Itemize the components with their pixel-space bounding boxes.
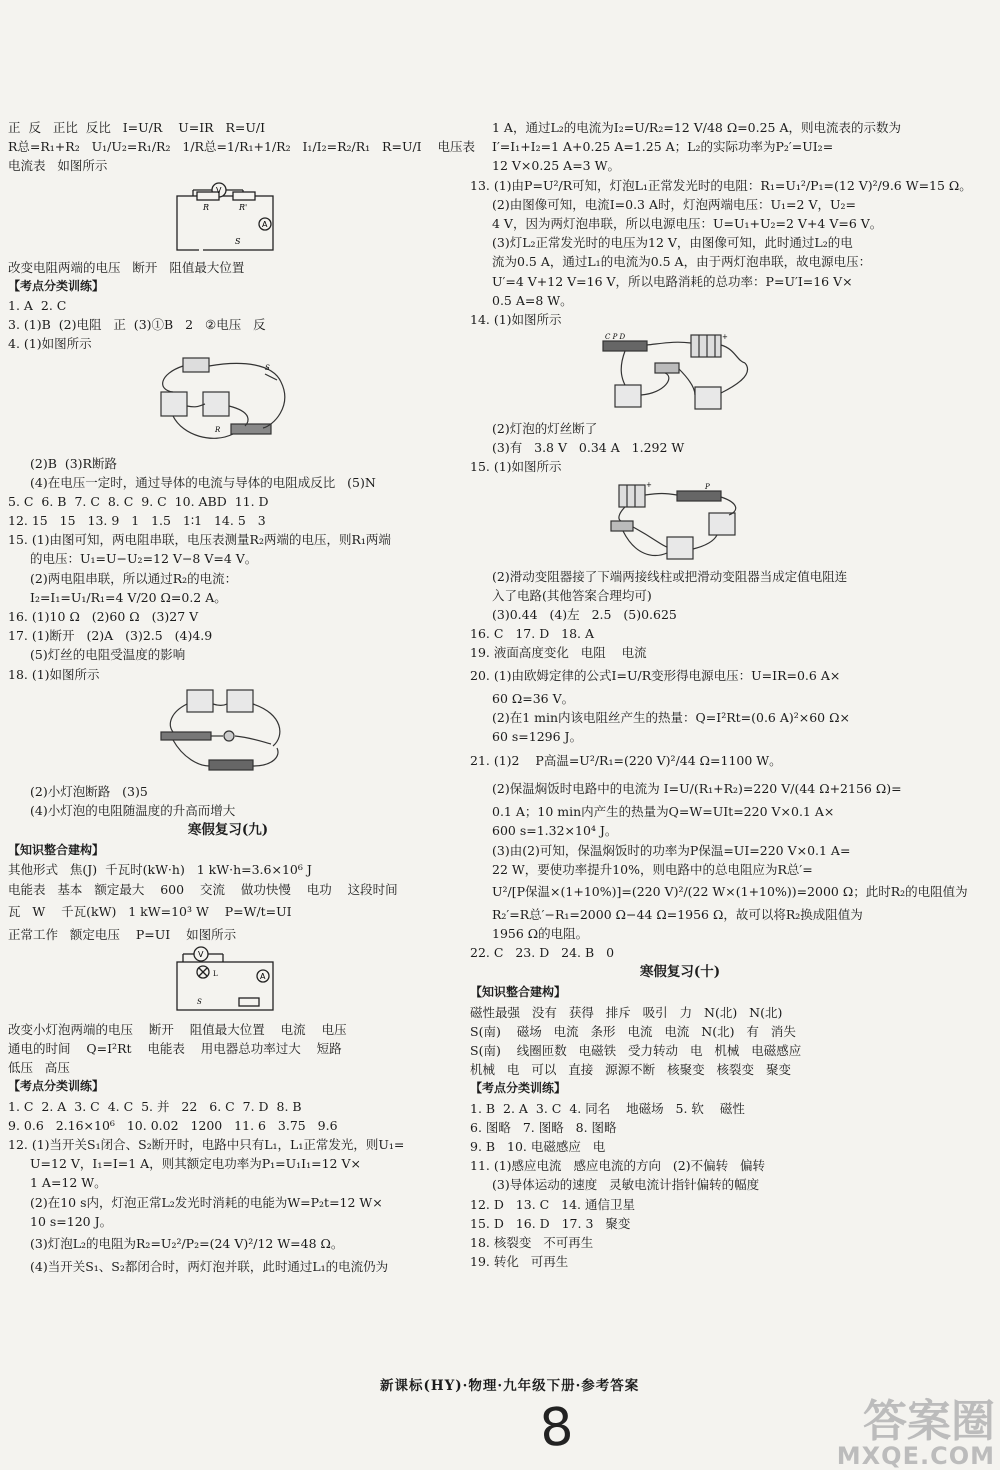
answer-line: 0.5 A=8 W。	[492, 292, 573, 308]
section-heading: 【考点分类训练】	[470, 1081, 567, 1096]
answer-line: 瓦 W 千瓦(kW) 1 kW=10³ W P=W/t=UI	[8, 903, 292, 919]
answer-line: (2)小灯泡断路 (3)5	[30, 783, 148, 799]
answer-line: 15. (1)如图所示	[470, 459, 562, 475]
answer-line: 12. (1)当开关S₁闭合、S₂断开时，电路中只有L₁，L₁正常发光，则U₁=	[8, 1137, 405, 1152]
section-title-review-10: 寒假复习(十)	[639, 964, 721, 981]
answer-line: 电能表 基本 额定最大 600 交流 做功快慢 电功 这段时间	[8, 881, 398, 897]
answer-line: U²/[P保温×(1+10%)]=(220 V)²/(22 W×(1+10%))=2000 Ω；此时R₂的电阻值为	[492, 883, 968, 899]
svg-text:+: +	[646, 480, 652, 489]
answer-line: 12 V×0.25 A=3 W。	[492, 158, 620, 174]
svg-text:V: V	[198, 949, 204, 959]
answer-line: 11. (1)感应电流 感应电流的方向 (2)不偏转 偏转	[470, 1158, 766, 1174]
answer-line: 15. (1)由图可知，两电阻串联，电压表测量R₂两端的电压，则R₁两端	[8, 532, 391, 548]
answer-line: (2)由图像可知，电流I=0.3 A时，灯泡两端电压：U₁=2 V，U₂=	[492, 196, 856, 212]
left-column	[8, 118, 476, 1276]
answer-line: 电流表 如图所示	[8, 158, 108, 174]
answer-line: 机械 电 可以 直接 源源不断 核聚变 核裂变 聚变	[470, 1062, 791, 1078]
answer-line: 9. B 10. 电磁感应 电	[470, 1138, 606, 1154]
handwritten-page-number: 8	[537, 1396, 576, 1460]
answer-line: 改变电阻两端的电压 断开 阻值最大位置	[8, 259, 245, 275]
answer-line: 60 Ω=36 V。	[492, 690, 575, 706]
answer-line: 12. 15 15 13. 9 1 1.5 1∶1 14. 5 3	[8, 513, 266, 529]
watermark-top: 答案圈	[863, 1396, 995, 1447]
answer-line: (5)灯丝的电阻受温度的影响	[30, 647, 186, 663]
right-column	[470, 118, 972, 1271]
svg-text:R': R'	[239, 202, 248, 212]
answer-line: 20. (1)由欧姆定律的公式I=U/R变形得电源电压：U=IR=0.6 A×	[470, 667, 841, 683]
answer-line: 600 s=1.32×10⁴ J。	[492, 823, 618, 839]
answer-line: 18. (1)如图所示	[8, 666, 100, 682]
svg-text:S: S	[235, 236, 241, 246]
answer-line: 正常工作 额定电压 P=UI 如图所示	[8, 926, 237, 942]
answer-line: (3)导体运动的速度 灵敏电流计指针偏转的幅度	[492, 1177, 760, 1193]
answer-line: 22. C 23. D 24. B 0	[470, 945, 615, 961]
answer-line: 流为0.5 A，通过L₁的电流为0.5 A，由于两灯泡串联，故电源电压：	[492, 254, 872, 270]
svg-text:+: +	[722, 333, 728, 342]
answer-line: (4)小灯泡的电阻随温度的升高而增大	[30, 802, 236, 818]
answer-line: (3)灯L₂正常发光时的电压为12 V，由图像可知，此时通过L₂的电	[492, 235, 853, 251]
watermark-bottom: MXQE.COM	[836, 1442, 995, 1470]
answer-line: I₂=I₁=U₁/R₁=4 V/20 Ω=0.2 A。	[30, 589, 227, 605]
answer-line: (4)当开关S₁、S₂都闭合时，两灯泡并联，此时通过L₁的电流仍为	[30, 1258, 389, 1274]
answer-line: 改变小灯泡两端的电压 断开 阻值最大位置 电流 电压	[8, 1021, 347, 1037]
answer-line: (2)B (3)R断路	[30, 455, 117, 471]
answer-line: (2)在1 min内该电阻丝产生的热量：Q=I²Rt=(0.6 A)²×60 Ω×	[492, 709, 850, 725]
answer-line: (3)由(2)可知，保温焖饭时的功率为P保温=UI=220 V×0.1 A=	[492, 842, 851, 858]
answer-line: (3)0.44 (4)左 2.5 (5)0.625	[492, 607, 677, 622]
answer-line: S(南) 线圈匝数 电磁铁 受力转动 电 机械 电磁感应	[470, 1043, 802, 1058]
svg-text:S: S	[197, 997, 202, 1006]
svg-text:A: A	[260, 971, 266, 981]
answer-line: 10 s=120 J。	[30, 1213, 113, 1229]
answer-line: S(南) 磁场 电流 条形 电流 电流 N(北) 有 消失	[470, 1023, 796, 1039]
section-title-review-9: 寒假复习(九)	[187, 822, 269, 839]
answer-line: 低压 高压	[8, 1060, 70, 1076]
svg-text:L: L	[213, 969, 218, 978]
answer-line: 13. (1)由P=U²/R可知，灯泡L₁正常发光时的电阻：R₁=U₁²/P₁=(12 V)²/9.6 W=15 Ω。	[470, 177, 972, 193]
answer-line: 6. 图略 7. 图略 8. 图略	[470, 1119, 617, 1135]
svg-text:R: R	[203, 202, 210, 212]
answer-line: 60 s=1296 J。	[492, 728, 583, 744]
answer-line: I′=I₁+I₂=1 A+0.25 A=1.25 A；L₂的实际功率为P₂′=UI₂=	[492, 139, 834, 155]
answer-line: 入了电路(其他答案合理均可)	[492, 587, 652, 603]
answer-line: (4)在电压一定时，通过导体的电流与导体的电阻成反比 (5)N	[30, 474, 376, 490]
answer-line: (2)两电阻串联，所以通过R₂的电流：	[30, 570, 238, 586]
answer-line: U′=4 V+12 V=16 V，所以电路消耗的总功率：P=U′I=16 V×	[492, 273, 853, 289]
answer-line: 18. 核裂变 不可再生	[470, 1234, 594, 1250]
answer-line: 1956 Ω的电阻。	[492, 926, 589, 942]
answer-line: 15. D 16. D 17. 3 聚变	[470, 1215, 631, 1231]
section-heading: 【考点分类训练】	[8, 1079, 105, 1094]
section-heading: 【考点分类训练】	[8, 278, 105, 293]
circuit-diagram-voltmeter	[173, 178, 283, 254]
answer-line: (3)灯泡L₂的电阻为R₂=U₂²/P₂=(24 V)²/12 W=48 Ω。	[30, 1235, 344, 1251]
answer-line: 12. D 13. C 14. 通信卫星	[470, 1196, 635, 1212]
answer-line: 3. (1)B (2)电阻 正 (3)①B 2 ②电压 反	[8, 317, 266, 333]
circuit-diagram-lamp	[173, 946, 283, 1016]
answer-line: 16. C 17. D 18. A	[470, 626, 595, 642]
answer-line: 正 反 正比 反比 I=U/R U=IR R=U/I	[8, 120, 266, 135]
answer-line: R₂′=R总′−R₁=2000 Ω−44 Ω=1956 Ω，故可以将R₂换成阻值为	[492, 906, 863, 922]
svg-text:P: P	[705, 482, 710, 491]
svg-text:A: A	[262, 219, 268, 229]
answer-line: 的电压：U₁=U−U₂=12 V−8 V=4 V。	[30, 551, 258, 567]
section-heading: 【知识整合建构】	[8, 843, 105, 858]
answer-line: 1. B 2. A 3. C 4. 同名 地磁场 5. 软 磁性	[470, 1100, 745, 1116]
answer-line: 22 W，要使功率提升10%，则电路中的总电阻应为R总′=	[492, 861, 813, 877]
section-heading: 【知识整合建构】	[470, 985, 567, 1000]
experiment-sketch-4	[153, 356, 303, 450]
svg-text:V: V	[216, 185, 222, 195]
answer-line: 4. (1)如图所示	[8, 336, 92, 352]
experiment-sketch-18	[153, 686, 303, 778]
answer-line: R总=R₁+R₂ U₁/U₂=R₁/R₂ 1/R总=1/R₁+1/R₂ I₁/I₂=R₂/R₁ R=U/I 电压表	[8, 139, 476, 155]
answer-line: 19. 液面高度变化 电阻 电流	[470, 645, 647, 661]
answer-line: (2)灯泡的灯丝断了	[492, 421, 598, 437]
answer-line: (2)在10 s内，灯泡正常L₂发光时消耗的电能为W=P₂t=12 W×	[30, 1194, 383, 1210]
answer-line: U=12 V，I₁=I=1 A，则其额定电功率为P₁=U₁I₁=12 V×	[30, 1156, 361, 1172]
watermark-logo	[820, 1396, 995, 1470]
answer-line: 1 A，通过L₂的电流为I₂=U/R₂=12 V/48 Ω=0.25 A，则电流表的示数为	[492, 120, 901, 135]
answer-line: 5. C 6. B 7. C 8. C 9. C 10. ABD 11. D	[8, 493, 269, 509]
answer-line: (2)保温焖饭时电路中的电流为 I=U/(R₁+R₂)=220 V/(44 Ω+2156 Ω)=	[492, 781, 902, 797]
answer-line: 1 A=12 W。	[30, 1175, 107, 1191]
svg-text:S: S	[265, 363, 270, 372]
answer-line: 1. C 2. A 3. C 4. C 5. 并 22 6. C 7. D 8. B	[8, 1098, 302, 1114]
answer-line: 9. 0.6 2.16×10⁶ 10. 0.02 1200 11. 6 3.75 9.6	[8, 1117, 338, 1133]
page-footer: 新课标(HY)·物理·九年级下册·参考答案	[380, 1378, 640, 1394]
experiment-sketch-15	[605, 479, 755, 563]
answer-line: 21. (1)2 P高温=U²/R₁=(220 V)²/44 Ω=1100 W。	[470, 753, 782, 769]
svg-text:C P D: C P D	[605, 333, 626, 342]
answer-line: 16. (1)10 Ω (2)60 Ω (3)27 V	[8, 609, 199, 624]
answer-line: 14. (1)如图所示	[470, 311, 562, 327]
answer-line: 磁性最强 没有 获得 排斥 吸引 力 N(北) N(北)	[470, 1004, 783, 1020]
answer-line: 其他形式 焦(J) 千瓦时(kW·h) 1 kW·h=3.6×10⁶ J	[8, 862, 312, 878]
answer-line: 1. A 2. C	[8, 297, 67, 313]
experiment-sketch-14	[595, 331, 765, 415]
svg-text:R: R	[215, 425, 221, 434]
answer-line: 17. (1)断开 (2)A (3)2.5 (4)4.9	[8, 628, 213, 644]
answer-line: 4 V，因为两灯泡串联，所以电源电压：U=U₁+U₂=2 V+4 V=6 V。	[492, 215, 883, 231]
answer-line: 通电的时间 Q=I²Rt 电能表 用电器总功率过大 短路	[8, 1041, 342, 1057]
answer-line: 19. 转化 可再生	[470, 1254, 569, 1270]
answer-line: 0.1 A；10 min内产生的热量为Q=W=UIt=220 V×0.1 A×	[492, 804, 835, 820]
answer-line: (2)滑动变阻器接了下端两接线柱或把滑动变阻器当成定值电阻连	[492, 568, 848, 584]
answer-line: (3)有 3.8 V 0.34 A 1.292 W	[492, 440, 685, 456]
